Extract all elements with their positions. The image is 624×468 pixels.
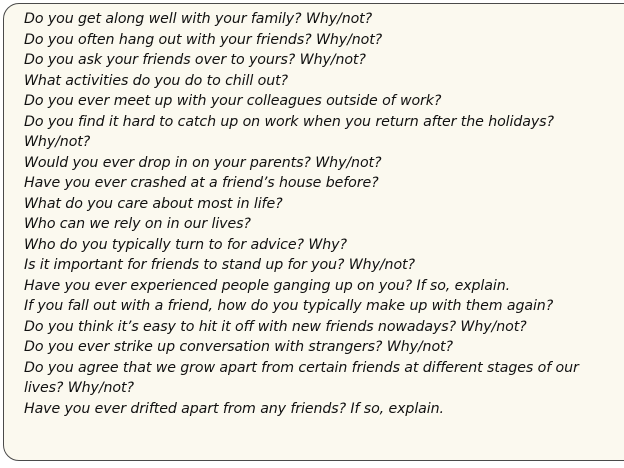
question-line: What do you care about most in life? bbox=[24, 195, 283, 212]
question-line: Do you think it’s easy to hit it off with new friends nowadays? Why/not? bbox=[24, 318, 527, 335]
question-line: Who can we rely on in our lives? bbox=[24, 216, 251, 232]
question-line: Do you find it hard to catch up on work when you return after the holidays? bbox=[24, 113, 554, 130]
question-line: Who do you typically turn to for advice? Why? bbox=[24, 236, 347, 253]
question-line: Have you ever drifted apart from any friends? If so, explain. bbox=[24, 400, 444, 417]
question-line: Do you ask your friends over to yours? Why/not? bbox=[24, 52, 366, 68]
question-line: Do you get along well with your family? Why/not? bbox=[24, 11, 373, 27]
question-card bbox=[3, 3, 624, 461]
question-line: Do you often hang out with your friends? Why/not? bbox=[24, 31, 383, 48]
question-line: Why/not? bbox=[24, 134, 91, 150]
question-list bbox=[24, 9, 579, 419]
question-line: Would you ever drop in on your parents? Why/not? bbox=[24, 154, 382, 171]
question-line: Do you ever strike up conversation with strangers? Why/not? bbox=[24, 339, 453, 355]
question-line: Do you agree that we grow apart from certain friends at different stages of our bbox=[24, 359, 579, 376]
question-line: Have you ever experienced people ganging up on you? If so, explain. bbox=[24, 277, 511, 294]
question-line: Do you ever meet up with your colleagues outside of work? bbox=[24, 93, 442, 109]
question-line: Is it important for friends to stand up for you? Why/not? bbox=[24, 257, 415, 273]
question-line: Have you ever crashed at a friend’s house before? bbox=[24, 175, 379, 191]
question-line: What activities do you do to chill out? bbox=[24, 72, 288, 89]
question-line: lives? Why/not? bbox=[24, 380, 134, 396]
question-line: If you fall out with a friend, how do you typically make up with them again? bbox=[24, 298, 554, 314]
